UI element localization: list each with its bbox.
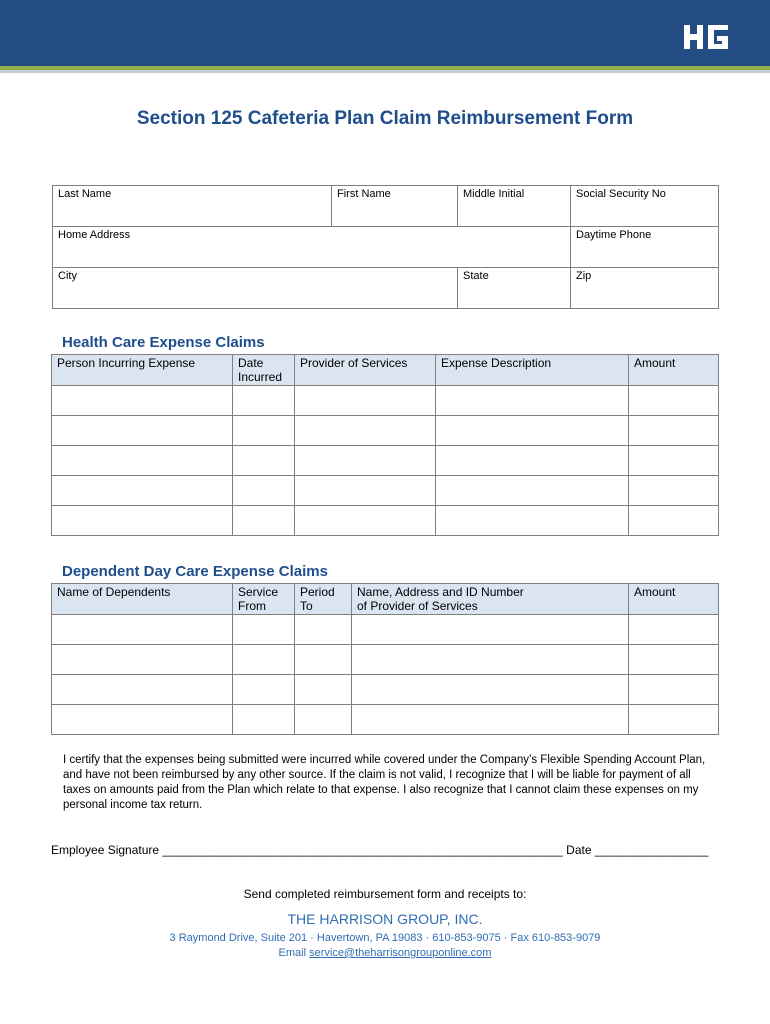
table-cell-input[interactable]: [52, 386, 233, 416]
table-cell-input[interactable]: [629, 705, 719, 735]
company-name: THE HARRISON GROUP, INC.: [287, 911, 483, 927]
column-header: Person Incurring Expense: [52, 355, 233, 386]
column-header: Date Incurred: [233, 355, 295, 386]
table-row: [52, 645, 719, 675]
middle-initial-label: Middle Initial: [463, 188, 525, 200]
first-name-field[interactable]: [331, 185, 458, 227]
signature-date-line[interactable]: Employee Signature ____________________________________________________________ Date _________________: [51, 843, 709, 857]
table-row: [52, 705, 719, 735]
last-name-field[interactable]: [52, 185, 332, 227]
form-title: Section 125 Cafeteria Plan Claim Reimbursement Form: [136, 108, 634, 129]
table-cell-input[interactable]: [629, 615, 719, 645]
health-care-heading: Health Care Expense Claims: [62, 334, 265, 351]
table-cell-input[interactable]: [233, 476, 295, 506]
table-row: [52, 446, 719, 476]
table-cell-input[interactable]: [436, 476, 629, 506]
table-cell-input[interactable]: [436, 386, 629, 416]
column-header: Name of Dependents: [52, 584, 233, 615]
dependent-care-header-row: [52, 584, 719, 615]
table-cell-input[interactable]: [295, 446, 436, 476]
table-cell-input[interactable]: [352, 705, 629, 735]
table-cell-input[interactable]: [233, 446, 295, 476]
table-cell-input[interactable]: [629, 476, 719, 506]
last-name-label: Last Name: [58, 188, 112, 200]
column-header: Amount: [629, 355, 719, 386]
first-name-label: First Name: [337, 188, 391, 200]
table-cell-input[interactable]: [436, 416, 629, 446]
table-cell-input[interactable]: [295, 705, 352, 735]
column-header: Period To: [295, 584, 352, 615]
email-prefix: Email: [278, 947, 310, 959]
table-row: [52, 675, 719, 705]
daytime-phone-label: Daytime Phone: [576, 229, 652, 241]
zip-field[interactable]: [570, 267, 719, 309]
table-cell-input[interactable]: [52, 645, 233, 675]
city-label: City: [58, 270, 77, 282]
home-address-field[interactable]: [52, 226, 571, 268]
hg-logo-icon: [684, 22, 730, 52]
state-label: State: [463, 270, 489, 282]
ssn-label: Social Security No: [576, 188, 666, 200]
table-cell-input[interactable]: [629, 645, 719, 675]
dependent-care-heading: Dependent Day Care Expense Claims: [62, 563, 328, 580]
table-cell-input[interactable]: [629, 446, 719, 476]
harrison-group-logo: [684, 22, 730, 54]
column-header: Provider of Services: [295, 355, 436, 386]
table-row: [52, 386, 719, 416]
zip-label: Zip: [576, 270, 592, 282]
table-cell-input[interactable]: [352, 615, 629, 645]
table-cell-input[interactable]: [295, 506, 436, 536]
table-cell-input[interactable]: [52, 675, 233, 705]
table-cell-input[interactable]: [295, 476, 436, 506]
city-field[interactable]: [52, 267, 458, 309]
table-row: [52, 476, 719, 506]
table-cell-input[interactable]: [52, 476, 233, 506]
table-cell-input[interactable]: [629, 416, 719, 446]
table-cell-input[interactable]: [436, 506, 629, 536]
column-header: Service From: [233, 584, 295, 615]
health-care-table: [51, 354, 719, 536]
table-cell-input[interactable]: [233, 645, 295, 675]
table-cell-input[interactable]: [295, 615, 352, 645]
middle-initial-field[interactable]: [457, 185, 571, 227]
table-cell-input[interactable]: [629, 675, 719, 705]
table-cell-input[interactable]: [295, 675, 352, 705]
header-band: [0, 0, 770, 66]
health-care-header-row: [52, 355, 719, 386]
table-cell-input[interactable]: [233, 675, 295, 705]
column-header: Expense Description: [436, 355, 629, 386]
table-cell-input[interactable]: [52, 446, 233, 476]
table-cell-input[interactable]: [629, 506, 719, 536]
table-cell-input[interactable]: [52, 615, 233, 645]
table-cell-input[interactable]: [233, 416, 295, 446]
table-cell-input[interactable]: [233, 386, 295, 416]
table-cell-input[interactable]: [52, 506, 233, 536]
table-cell-input[interactable]: [629, 386, 719, 416]
table-row: [52, 416, 719, 446]
table-cell-input[interactable]: [352, 675, 629, 705]
table-cell-input[interactable]: [233, 506, 295, 536]
table-cell-input[interactable]: [352, 645, 629, 675]
send-instructions: Send completed reimbursement form and receipts to:: [243, 887, 527, 901]
ssn-field[interactable]: [570, 185, 719, 227]
header-divider: [0, 70, 770, 73]
state-field[interactable]: [457, 267, 571, 309]
table-cell-input[interactable]: [233, 705, 295, 735]
table-cell-input[interactable]: [52, 705, 233, 735]
home-address-label: Home Address: [58, 229, 131, 241]
column-header: Amount: [629, 584, 719, 615]
table-cell-input[interactable]: [233, 615, 295, 645]
daytime-phone-field[interactable]: [570, 226, 719, 268]
table-cell-input[interactable]: [52, 416, 233, 446]
personal-info-grid: [52, 185, 719, 309]
table-cell-input[interactable]: [436, 446, 629, 476]
table-row: [52, 615, 719, 645]
certification-statement: I certify that the expenses being submitted were incurred while covered under the Company’s Flexible Spending Account Plan, and have not been reimbursed by any other source. If the claim is not valid, I recognize that I will be liable for payment of all taxes on amounts paid from the Plan which relate to that expense. I also recognize that I cannot claim these expenses on my personal income tax return.: [63, 754, 706, 811]
table-cell-input[interactable]: [295, 645, 352, 675]
column-header: Name, Address and ID Number of Provider of Services: [352, 584, 629, 615]
email-line: [0, 947, 770, 959]
table-row: [52, 506, 719, 536]
company-address: 3 Raymond Drive, Suite 201 · Havertown, PA 19083 · 610-853-9075 · Fax 610-853-9079: [169, 932, 601, 944]
dependent-care-table: [51, 583, 719, 735]
email-link[interactable]: service@theharrisongrouponline.com: [309, 947, 492, 959]
table-cell-input[interactable]: [295, 416, 436, 446]
table-cell-input[interactable]: [295, 386, 436, 416]
